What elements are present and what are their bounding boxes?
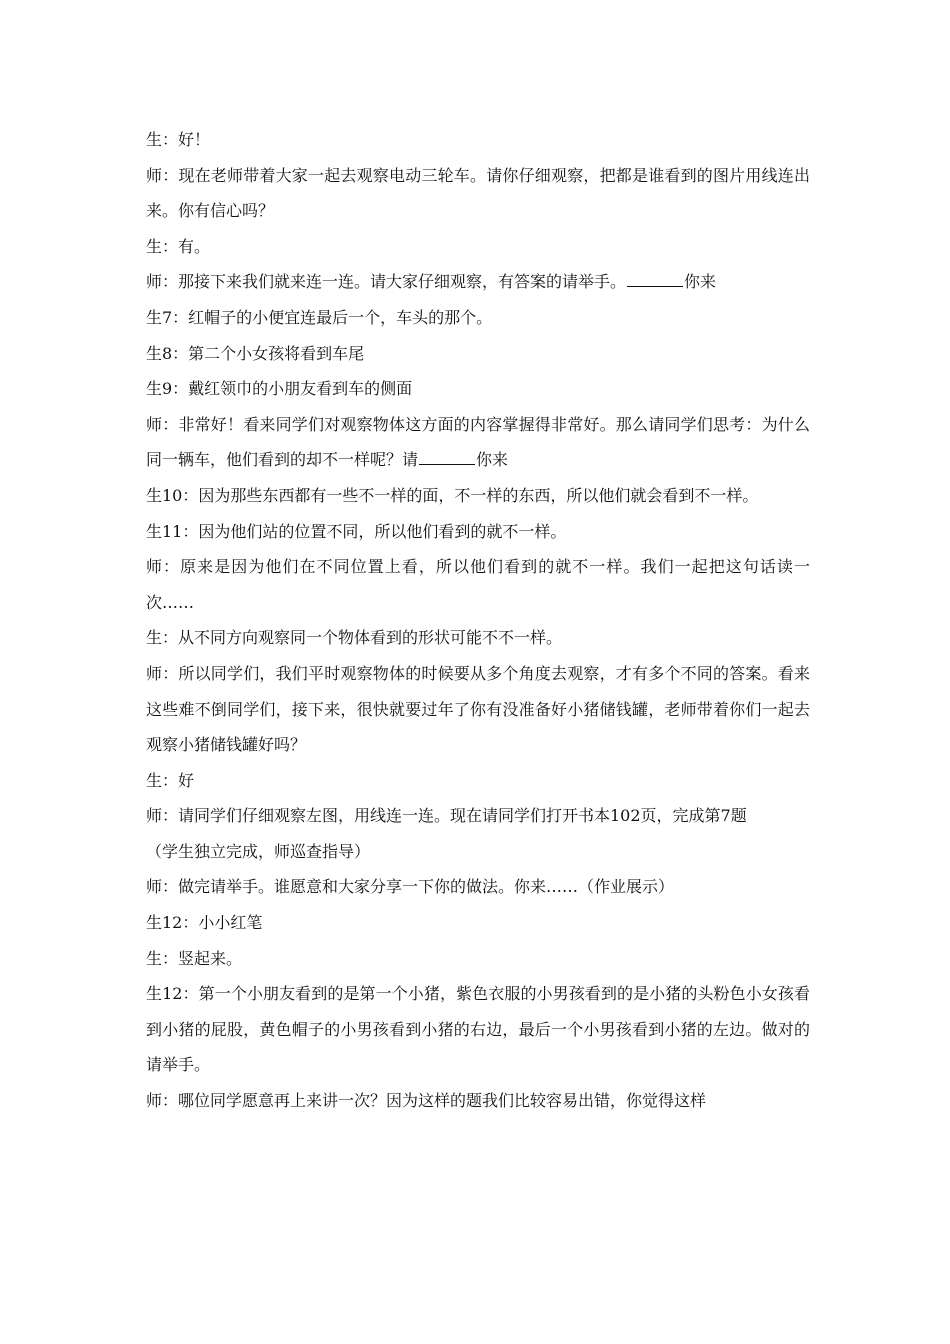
paragraph-12 <box>146 620 810 656</box>
paragraph-text: 师：原来是因为他们在不同位置上看，所以他们看到的就不一样。我们一起把这句话读一次…… <box>146 557 810 612</box>
paragraph-4 <box>146 264 810 300</box>
paragraph-20 <box>146 976 810 1083</box>
paragraph-tail: 你来 <box>684 272 717 292</box>
paragraph-10 <box>146 514 810 550</box>
paragraph-3 <box>146 229 810 265</box>
paragraph-8 <box>146 407 810 478</box>
paragraph-text: 生8：第二个小女孩将看到车尾 <box>146 343 365 363</box>
paragraph-text: 生9：戴红领巾的小朋友看到车的侧面 <box>146 379 413 399</box>
paragraph-text: 师：那接下来我们就来连一连。请大家仔细观察，有答案的请举手。 <box>146 272 627 292</box>
paragraph-14 <box>146 763 810 799</box>
paragraph-21 <box>146 1083 810 1119</box>
paragraph-text: 师：现在老师带着大家一起去观察电动三轮车。请你仔细观察，把都是谁看到的图片用线连出来。你有信心吗？ <box>146 165 810 221</box>
paragraph-text: 生：好 <box>146 770 195 790</box>
paragraph-7 <box>146 371 810 407</box>
fill-in-blank <box>419 444 475 465</box>
paragraph-text: 生7：红帽子的小便宜连最后一个，车头的那个。 <box>146 307 493 327</box>
paragraph-text: 生：从不同方向观察同一个物体看到的形状可能不不一样。 <box>146 628 563 648</box>
paragraph-2 <box>146 158 810 229</box>
paragraph-15 <box>146 798 810 834</box>
paragraph-text: 生12：第一个小朋友看到的是第一个小猪，紫色衣服的小男孩看到的是小猪的头粉色小女孩看到小猪的屁股，黄色帽子的小男孩看到小猪的右边，最后一个小男孩看到小猪的左边。做对的请举手。 <box>146 984 810 1075</box>
paragraph-text: 生11：因为他们站的位置不同，所以他们看到的就不一样。 <box>146 521 567 541</box>
paragraph-text: 生10：因为那些东西都有一些不一样的面，不一样的东西，所以他们就会看到不一样。 <box>146 485 759 505</box>
paragraph-text: 生：竖起来。 <box>146 948 243 968</box>
paragraph-16 <box>146 834 810 870</box>
paragraph-text: 生12：小小红笔 <box>146 913 263 933</box>
paragraph-text: 师：请同学们仔细观察左图，用线连一连。现在请同学们打开书本102页，完成第7题 <box>146 806 747 826</box>
paragraph-text: 生：好！ <box>146 130 211 149</box>
paragraph-text: （学生独立完成，师巡查指导） <box>146 841 371 861</box>
paragraph-text: 生：有。 <box>146 236 211 256</box>
paragraph-17 <box>146 869 810 905</box>
fill-in-blank <box>627 266 683 287</box>
paragraph-9 <box>146 478 810 514</box>
paragraph-text: 师：非常好！看来同学们对观察物体这方面的内容掌握得非常好。那么请同学们思考：为什么同一辆车，他们看到的却不一样呢？请 <box>146 414 810 470</box>
document-body <box>146 122 810 1119</box>
paragraph-18 <box>146 905 810 941</box>
paragraph-5 <box>146 300 810 336</box>
paragraph-tail: 你来 <box>476 450 509 470</box>
paragraph-11 <box>146 549 810 620</box>
paragraph-text: 师：所以同学们，我们平时观察物体的时候要从多个角度去观察，才有多个不同的答案。看来这些难不倒同学们，接下来，很快就要过年了你有没准备好小猪储钱罐，老师带着你们一起去观察小猪储钱罐好吗？ <box>146 663 810 755</box>
paragraph-19 <box>146 941 810 977</box>
paragraph-text: 师：做完请举手。谁愿意和大家分享一下你的做法。你来……（作业展示） <box>146 877 675 897</box>
paragraph-text: 师：哪位同学愿意再上来讲一次？因为这样的题我们比较容易出错，你觉得这样 <box>146 1091 707 1111</box>
paragraph-13 <box>146 656 810 763</box>
paragraph-1 <box>146 122 810 158</box>
paragraph-6 <box>146 336 810 372</box>
